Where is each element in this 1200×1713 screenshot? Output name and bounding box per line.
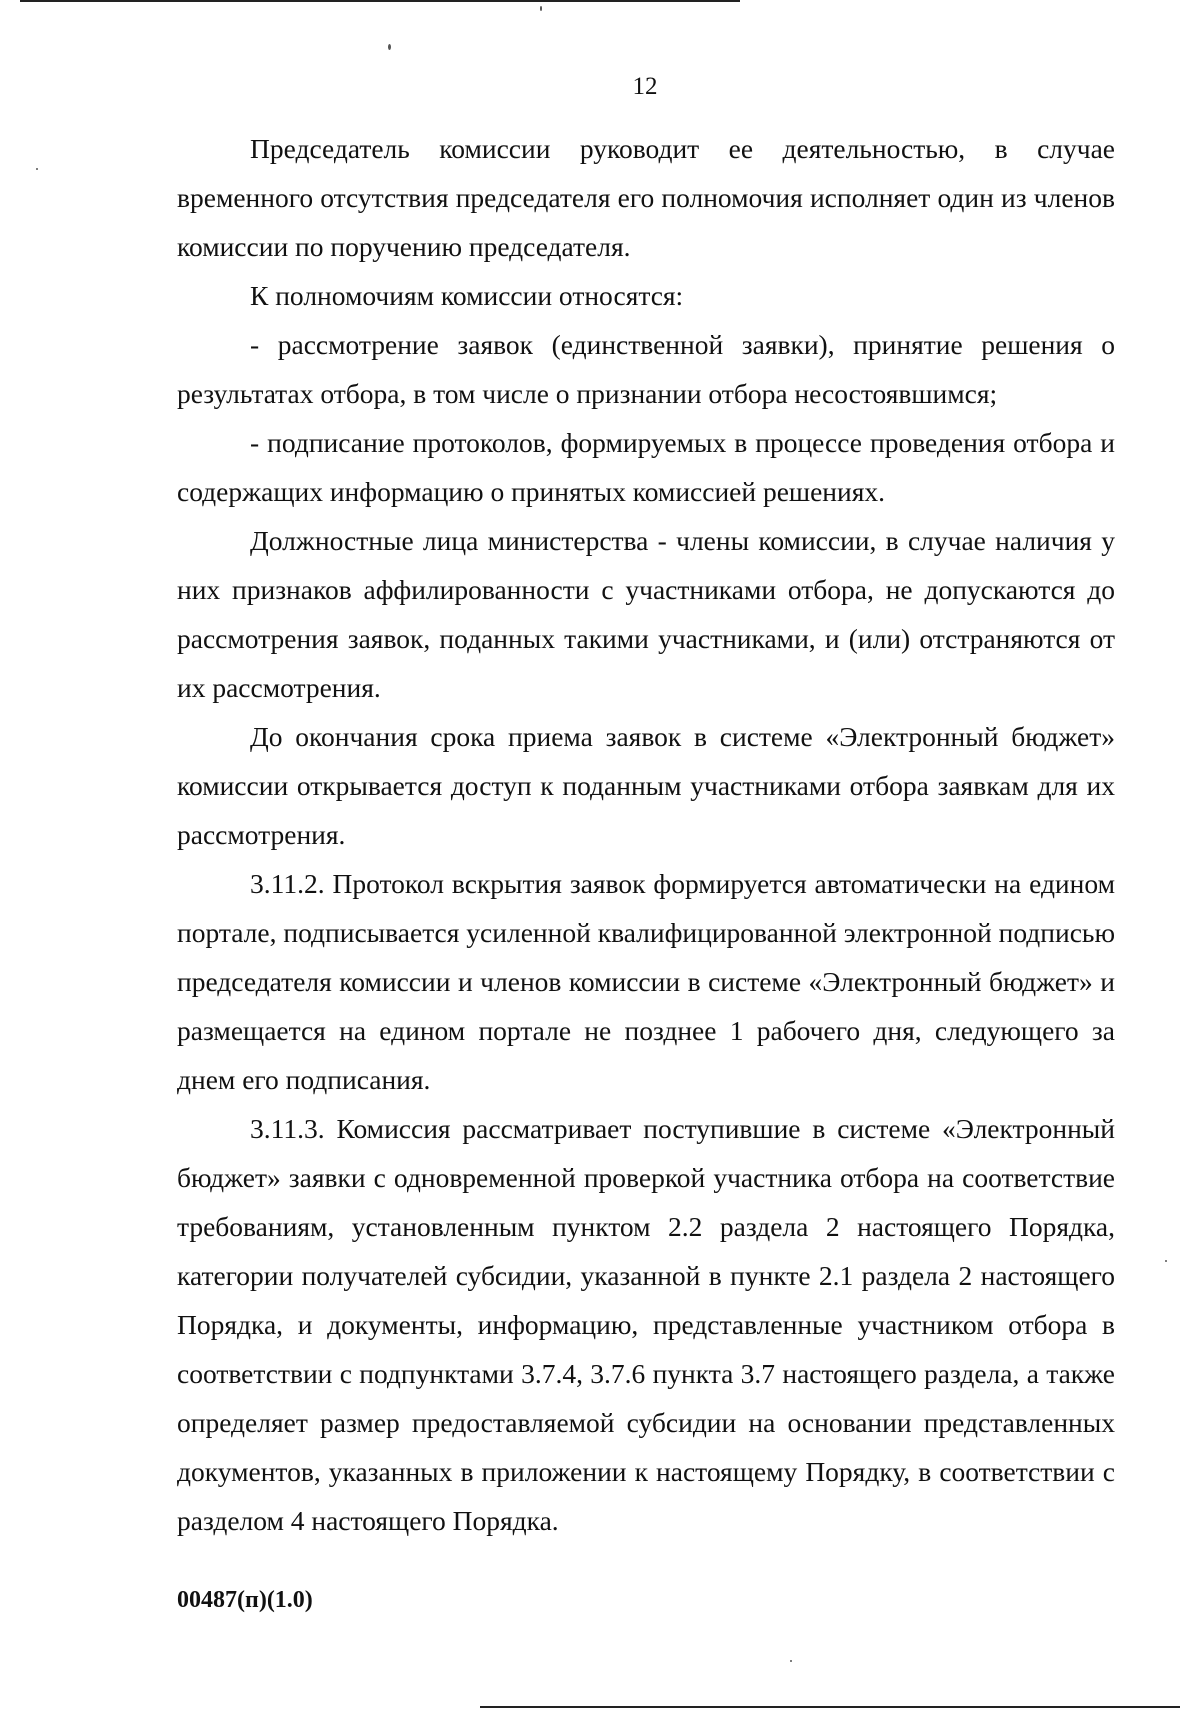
paragraph-3-11-2: 3.11.2. Протокол вскрытия заявок формируется автоматически на едином портале, подписывается усиленной квалифицированной электронной подписью председателя комиссии и членов комиссии в системе «Электронный бюджет» и размещается на едином портале не позднее 1 рабочего дня, следующего за днем его подписания.	[177, 868, 1115, 1095]
bottom-border-line	[480, 1706, 1180, 1708]
page-number: 12	[632, 73, 658, 100]
document-body	[177, 124, 1115, 1545]
paragraph-power-sign-protocols: - подписание протоколов, формируемых в процессе проведения отбора и содержащих информацию о принятых комиссией решениях.	[177, 427, 1115, 507]
paragraph-power-review-applications: - рассмотрение заявок (единственной заявки), принятие решения о результатах отбора, в том числе о признании отбора несостоявшимся;	[177, 329, 1115, 409]
paragraph-affiliation-exclusion: Должностные лица министерства - члены комиссии, в случае наличия у них признаков аффилированности с участниками отбора, не допускаются до рассмотрения заявок, поданных такими участниками, и (или) отстраняются от их рассмотрения.	[177, 525, 1115, 703]
scan-speck	[790, 1660, 792, 1662]
scan-speck	[540, 6, 542, 11]
scan-speck	[1165, 1260, 1167, 1262]
top-border-line	[20, 0, 740, 2]
paragraph-3-11-3: 3.11.3. Комиссия рассматривает поступившие в системе «Электронный бюджет» заявки с одновременной проверкой участника отбора на соответствие требованиям, установленным пунктом 2.2 раздела 2 настоящего Порядка, категории получателей субсидии, указанной в пункте 2.1 раздела 2 настоящего Порядка, и документы, информацию, представленные участником отбора в соответствии с подпунктами 3.7.4, 3.7.6 пункта 3.7 настоящего раздела, а также определяет размер предоставляемой субсидии на основании представленных документов, указанных в приложении к настоящему Порядку, в соответствии с разделом 4 настоящего Порядка.	[177, 1113, 1115, 1536]
scan-speck	[36, 168, 38, 170]
paragraph-chairman-duties: Председатель комиссии руководит ее деятельностью, в случае временного отсутствия председателя его полномочия исполняет один из членов комиссии по поручению председателя.	[177, 133, 1115, 262]
scan-speck	[388, 44, 391, 50]
paragraph-access-to-applications: До окончания срока приема заявок в системе «Электронный бюджет» комиссии открывается доступ к поданным участниками отбора заявкам для их рассмотрения.	[177, 721, 1115, 850]
paragraph-commission-powers-intro: К полномочиям комиссии относятся:	[250, 280, 684, 311]
document-code: 00487(п)(1.0)	[177, 1587, 313, 1613]
